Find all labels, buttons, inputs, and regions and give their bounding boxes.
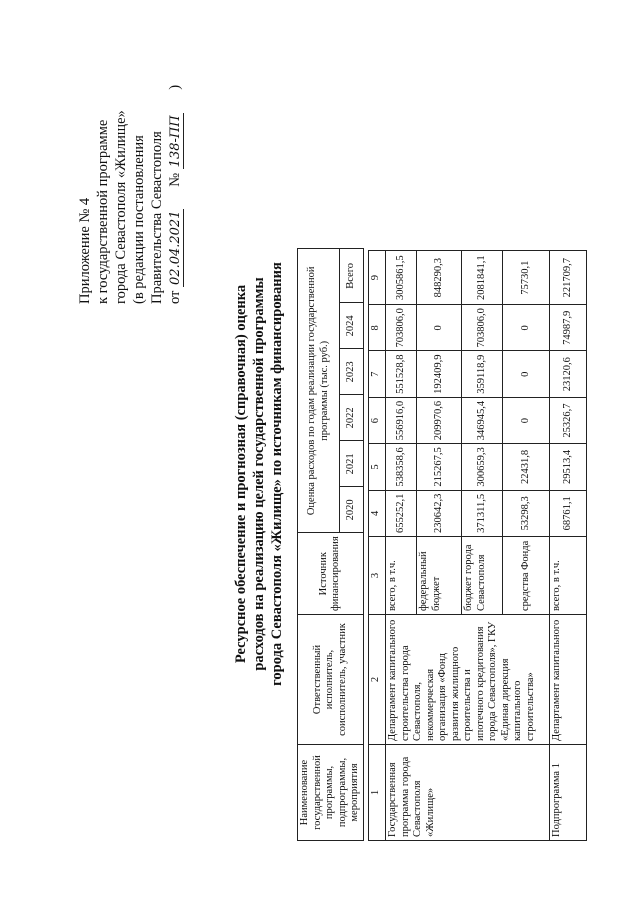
handwritten-number: 138-ПП <box>168 115 183 168</box>
column-number: 5 <box>369 444 386 490</box>
table-cell: 538358,6 <box>386 444 417 490</box>
column-number: 7 <box>369 351 386 397</box>
table-cell: 53298,3 <box>503 490 550 536</box>
table-cell: 556916,0 <box>386 397 417 443</box>
table-cell: 655252,1 <box>386 490 417 536</box>
header-group: Оценка расходов по годам реализации государственной программы (тыс. руб.) <box>298 249 340 533</box>
title-line: города Севастополя «Жилище» по источникам финансирования <box>269 262 285 686</box>
table-cell: 74987,9 <box>550 305 587 351</box>
column-number: 3 <box>369 537 386 615</box>
table-cell: 230642,3 <box>417 490 462 536</box>
table-cell: 75730,1 <box>503 251 550 305</box>
appendix-line: к государственной программе <box>95 119 111 304</box>
header-year: 2024 <box>340 303 363 349</box>
header-year: 2022 <box>340 395 363 441</box>
appendix-line: Правительства Севастополя <box>149 131 165 304</box>
column-number: 9 <box>369 251 386 305</box>
table-cell: 3005861,5 <box>386 251 417 305</box>
row-name: Государственная программа города Севастополя «Жилище» <box>386 745 550 841</box>
table-cell: 703806,0 <box>386 305 417 351</box>
appendix-line: города Севастополя «Жилище» <box>113 110 129 304</box>
row-source: бюджет города Севастополя <box>462 537 503 615</box>
table-row <box>550 251 587 841</box>
appendix-line: (в редакции постановления <box>131 135 147 304</box>
table-cell: 2081841,1 <box>462 251 503 305</box>
header-source: Источник финансирования <box>298 533 364 615</box>
number-prefix: № <box>167 172 183 187</box>
document-title <box>232 164 286 784</box>
table-header <box>297 248 364 841</box>
table-cell: 848290,3 <box>417 251 462 305</box>
date-prefix: от <box>167 290 183 304</box>
column-number: 2 <box>369 615 386 745</box>
header-year: 2023 <box>340 349 363 395</box>
table-cell: 68761,1 <box>550 490 587 536</box>
handwritten-date: 02.04.2021 <box>168 210 183 285</box>
table-cell: 0 <box>417 305 462 351</box>
table-body <box>368 250 587 841</box>
table-cell: 209970,6 <box>417 397 462 443</box>
title-line: Ресурсное обеспечение и прогнозная (справочная) оценка <box>233 284 249 664</box>
appendix-header <box>76 54 185 304</box>
header-executor: Ответственный исполнитель, соисполнитель, участник <box>298 615 364 745</box>
appendix-line: Приложение № 4 <box>77 197 93 304</box>
row-executor: Департамент капитального строительства города Севастополя, некоммерческая организация «Фонд развития жилищного строительства и ипотечного кредитования города Севастополя», ГКУ «Единая дирекция капитального строительства» <box>386 615 550 745</box>
column-number: 8 <box>369 305 386 351</box>
row-source: средства Фонда <box>503 537 550 615</box>
table-cell: 346945,4 <box>462 397 503 443</box>
table-cell: 551528,8 <box>386 351 417 397</box>
table-cell: 300659,3 <box>462 444 503 490</box>
table-cell: 29513,4 <box>550 444 587 490</box>
column-number: 6 <box>369 397 386 443</box>
column-number: 1 <box>369 745 386 841</box>
table-cell: 23120,6 <box>550 351 587 397</box>
closing-paren: ) <box>167 84 183 90</box>
table-cell: 221709,7 <box>550 251 587 305</box>
table-cell: 0 <box>503 351 550 397</box>
row-source: всего, в т.ч. <box>550 537 587 615</box>
row-source: всего, в т.ч. <box>386 537 417 615</box>
table-cell: 0 <box>503 397 550 443</box>
header-total: Всего <box>340 249 363 303</box>
appendix-date-line <box>166 54 185 304</box>
row-name: Подпрограмма 1 <box>550 745 587 841</box>
table-cell: 359118,9 <box>462 351 503 397</box>
header-year: 2021 <box>340 441 363 487</box>
table-cell: 192409,9 <box>417 351 462 397</box>
table-cell: 0 <box>503 305 550 351</box>
table-row <box>386 251 417 841</box>
row-executor: Департамент капитального <box>550 615 587 745</box>
row-source: федеральный бюджет <box>417 537 462 615</box>
column-number: 4 <box>369 490 386 536</box>
table-cell: 215267,5 <box>417 444 462 490</box>
header-name: Наименование государственной программы, подпрограммы, мероприятия <box>298 745 364 841</box>
header-year: 2020 <box>340 487 363 533</box>
table-cell: 25326,7 <box>550 397 587 443</box>
title-line: расходов на реализацию целей государственной программы <box>251 277 267 671</box>
table-cell: 703806,0 <box>462 305 503 351</box>
table-cell: 22431,8 <box>503 444 550 490</box>
table-cell: 371311,5 <box>462 490 503 536</box>
